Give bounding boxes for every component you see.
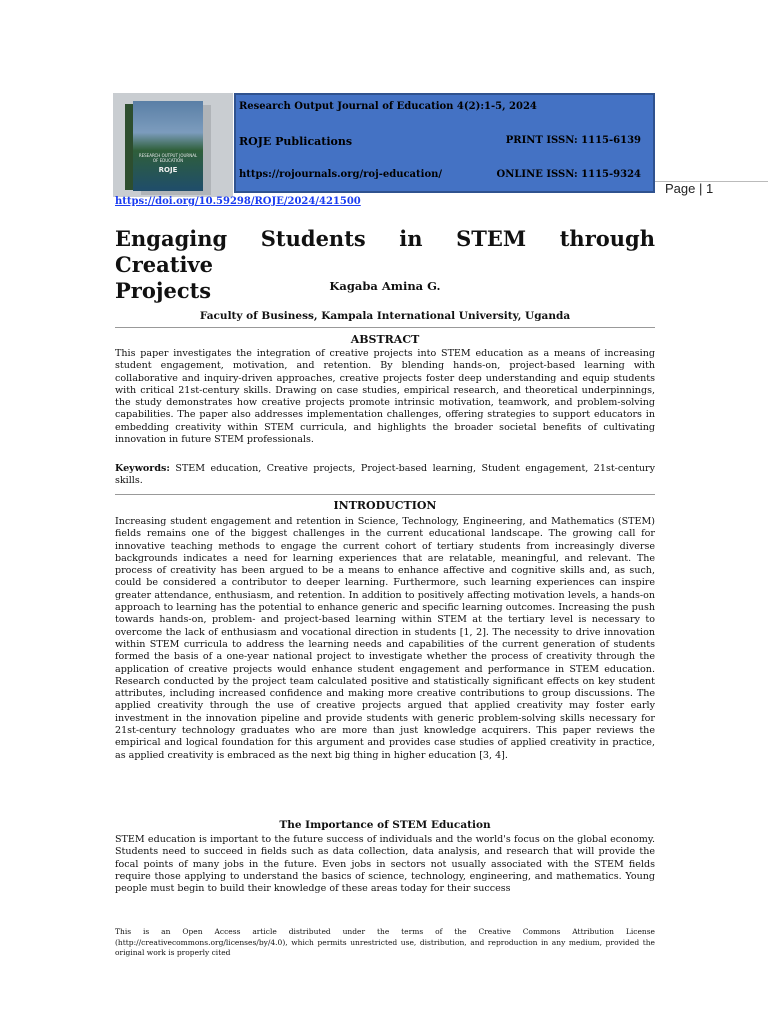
introduction-heading: INTRODUCTION (333, 499, 437, 512)
journal-header-box (234, 93, 655, 193)
abstract-bottom-rule (115, 494, 655, 495)
book-spine (125, 104, 133, 190)
page-number: Page | 1 (665, 181, 714, 196)
title-line-1: Engaging Students in STEM through Creative (115, 226, 655, 277)
keywords (115, 463, 655, 488)
cover-brand: ROJE (158, 166, 178, 174)
doi-link[interactable]: https://doi.org/10.59298/ROJE/2024/421500 (115, 196, 361, 207)
license-footer: This is an Open Access article distributed under the terms of the Creative Commons Attribution License (http://creativecommons.org/licenses/by/4.0), which permits unrestricted use, distribution, and reproduction in any medium, provided the original work is properly cited (115, 927, 655, 957)
journal-cover-image (113, 93, 233, 197)
cover-title: RESEARCH OUTPUT JOURNAL OF EDUCATION (138, 153, 198, 163)
importance-heading: The Importance of STEM Education (279, 819, 491, 831)
importance-text: STEM education is important to the future success of individuals and the world's focus on the global economy. Students need to succeed in fields such as data collection, data analysis, and research that will provide the focal points of many jobs in the future. Even jobs in sectors not usually associated with the STEM fields require those applying to understand the basics of science, technology, engineering, and mathematics. Young people must begin to build their knowledge of these areas today for their success (115, 834, 655, 895)
online-issn: ONLINE ISSN: 1115-9324 (496, 169, 641, 180)
journal-url[interactable]: https://rojournals.org/roj-education/ (239, 169, 443, 180)
abstract-heading: ABSTRACT (350, 333, 420, 346)
author: Kagaba Amina G. (329, 279, 441, 293)
keywords-text: STEM education, Creative projects, Project-based learning, Student engagement, 21st-century skills. (115, 463, 655, 487)
book-cover (133, 101, 203, 191)
print-issn: PRINT ISSN: 1115-6139 (505, 135, 641, 146)
journal-publisher: ROJE Publications (239, 135, 353, 148)
introduction-text: Increasing student engagement and retention in Science, Technology, Engineering, and Mathematics (STEM) fields remains one of the biggest challenges in the current educational landscape. The growing call for innovative teaching methods to engage the current cohort of tertiary students from increasingly diverse backgrounds indicates a need for learning experiences that are relatable, meaningful, and relevant. The process of creativity has been argued to be a means to enhance affective and cognitive skills and, as such, could be considered a contributor to deeper learning. Furthermore, such learning experiences can inspire greater attendance, enthusiasm, and retention. In addition to positively affecting motivation levels, a hands-on approach to learning has the potential to enhance generic and specific learning outcomes. Increasing the push towards hands-on, problem- and project-based learning within STEM at the tertiary level is necessary to overcome the lack of enthusiasm and vocational direction in students [1, 2]. The necessity to drive innovation within STEM curricula to address the learning needs and capabilities of the current generation of students formed the basis of a one-year national project to investigate whether the process of creativity through the application of creative projects would enhance student engagement and performance in STEM education. Research conducted by the project team calculated positive and statistically significant effects on key student attributes, including increased confidence and making more creative contributions to group discussions. The applied creativity through the use of creative projects argued that applied creativity may foster early investment in the innovation pipeline and provide students with generic problem-solving skills necessary for 21st-century technology graduates who are more than just knowledge acquirers. This paper reviews the empirical and logical foundation for this argument and provides case studies of applied creativity in practice, as applied creativity is embraced as the next big thing in higher education [3, 4]. (115, 516, 655, 761)
affiliation: Faculty of Business, Kampala International University, Uganda (199, 310, 571, 322)
title-line-2: Projects (115, 278, 212, 303)
journal-citation: Research Output Journal of Education 4(2):1-5, 2024 (239, 101, 537, 112)
abstract-text: This paper investigates the integration of creative projects into STEM education as a means of increasing student engagement, motivation, and retention. By blending hands-on, project-based learning with collaborative and inquiry-driven approaches, creative projects foster deep understanding and equip students with critical 21st-century skills. Drawing on case studies, empirical research, and theoretical underpinnings, the study demonstrates how creative projects promote intrinsic motivation, teamwork, and problem-solving capabilities. The paper also addresses implementation challenges, offering strategies to support educators in embedding creativity within STEM curricula, and highlights the broader societal benefits of cultivating innovation in future STEM professionals. (115, 348, 655, 446)
keywords-label: Keywords: (115, 463, 170, 474)
abstract-top-rule (115, 327, 655, 328)
